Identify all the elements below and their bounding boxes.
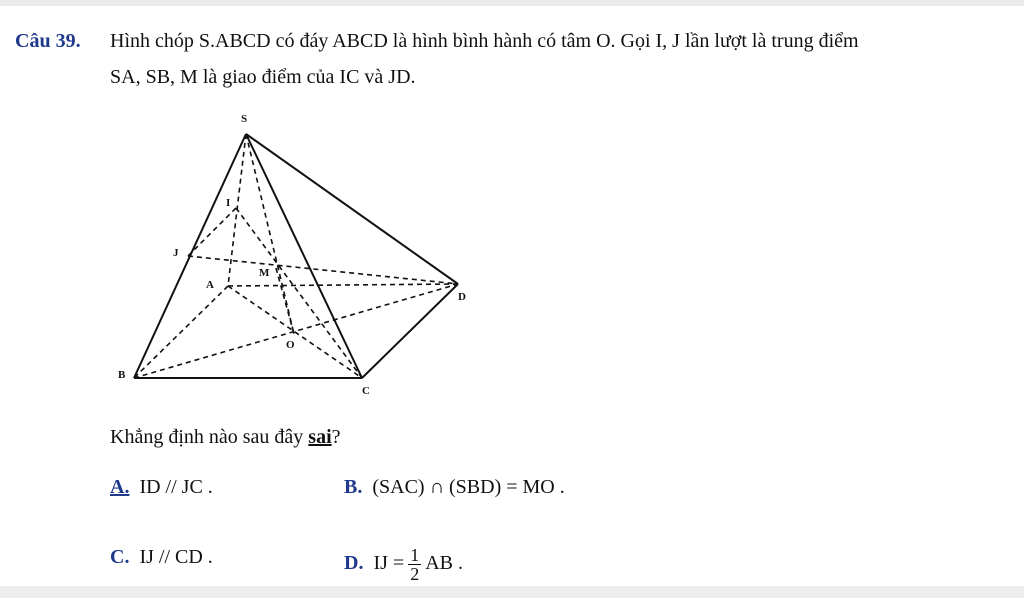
solid-edges [134, 134, 458, 378]
option-b-text: (SAC) ∩ (SBD) = MO . [372, 476, 565, 498]
option-d-label: D. [344, 552, 364, 575]
option-a-text: ID // JC . [139, 476, 213, 498]
label-O: O [286, 339, 295, 351]
label-D: D [458, 291, 466, 303]
prompt-end: ? [331, 426, 341, 448]
vertex-labels [118, 113, 466, 397]
edge-SD [246, 134, 458, 284]
label-I: I [226, 197, 231, 209]
option-b-label: B. [344, 476, 363, 498]
question-prompt [110, 426, 341, 449]
option-d-prefix: IJ = [373, 552, 405, 575]
option-d-suffix: AB . [425, 552, 463, 575]
edge-CD [362, 284, 458, 378]
fraction [408, 546, 421, 583]
option-c-label: C. [110, 546, 130, 568]
option-a-label: A. [110, 476, 130, 498]
label-C: C [362, 385, 370, 397]
edge-AD [228, 284, 458, 286]
label-B: B [118, 369, 126, 381]
question-number: Câu 39. [15, 30, 81, 52]
fraction-denominator: 2 [410, 564, 420, 584]
option-c[interactable] [110, 546, 213, 569]
fraction-numerator: 1 [410, 545, 420, 565]
question-text-line-2: SA, SB, M là giao điểm của IC và JD. [110, 66, 416, 88]
label-A: A [206, 279, 214, 291]
segment-IC [236, 208, 362, 378]
label-M: M [259, 267, 270, 279]
option-d[interactable] [344, 546, 463, 583]
bottom-border [0, 586, 1024, 598]
option-a[interactable] [110, 476, 213, 499]
question-text-line-1: Hình chóp S.ABCD có đáy ABCD là hình bình hành có tâm O. Gọi I, J lần lượt là trung điểm [110, 30, 859, 52]
segment-IJ [188, 208, 236, 256]
segment-MO [276, 268, 294, 334]
prompt-text: Khẳng định nào sau đây [110, 426, 309, 448]
label-J: J [173, 247, 179, 259]
label-S: S [241, 113, 248, 125]
pyramid-figure [108, 108, 468, 413]
option-b[interactable] [344, 476, 565, 499]
diag-AC [228, 286, 362, 378]
option-c-text: IJ // CD . [139, 546, 213, 568]
prompt-emphasis: sai [308, 426, 332, 448]
edge-SC [246, 134, 362, 378]
top-border [0, 0, 1024, 6]
